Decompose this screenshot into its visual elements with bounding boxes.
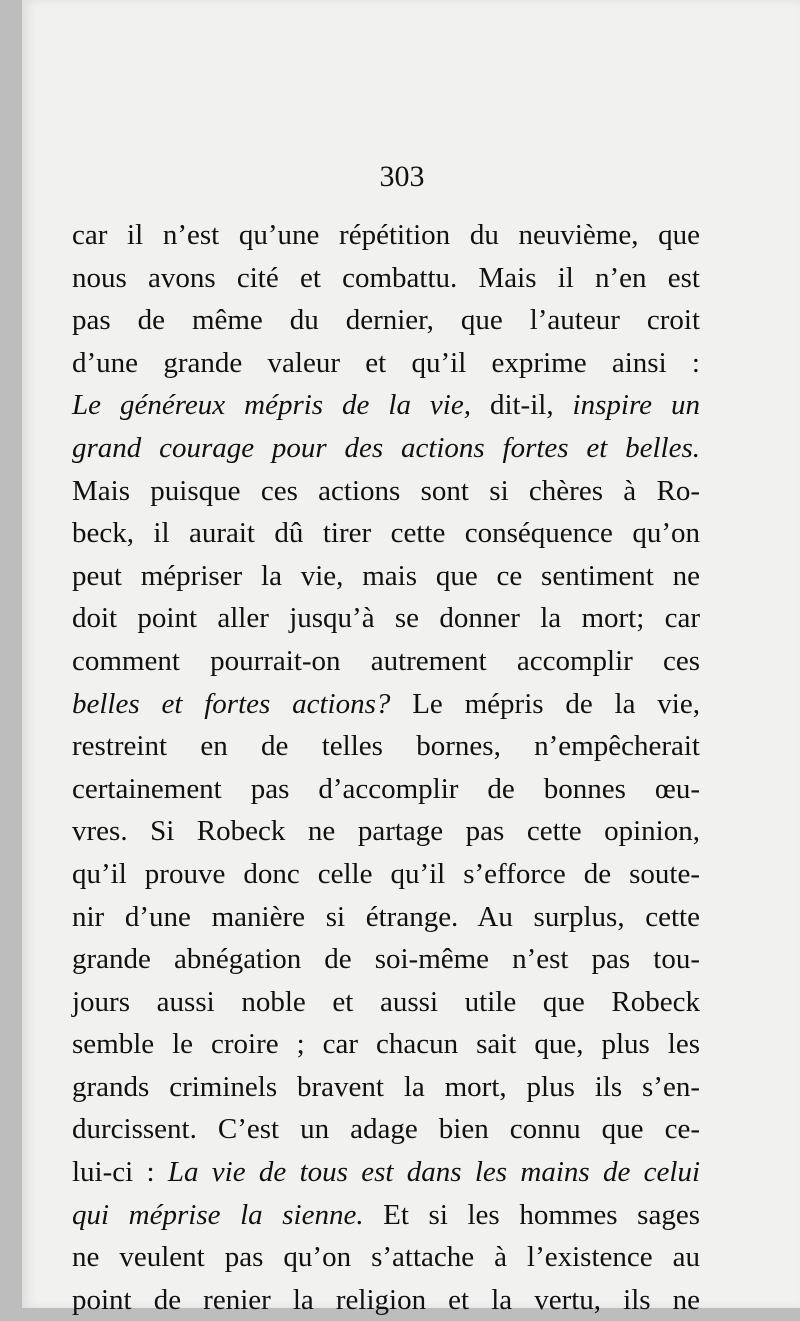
text-line xyxy=(72,470,700,513)
text-segment: nous avons cité et combattu. Mais il n’en est xyxy=(72,261,700,294)
text-segment: vres. Si Robeck ne partage pas cette opinion, xyxy=(72,815,700,848)
text-segment: ne veulent pas qu’on s’attache à l’existence au xyxy=(72,1241,700,1274)
page-number: 303 xyxy=(379,160,425,193)
text-segment: Mais puisque ces actions sont si chères à Ro- xyxy=(72,474,700,507)
text-line xyxy=(72,683,700,726)
text-segment: semble le croire ; car chacun sait que, plus les xyxy=(72,1028,700,1061)
text-segment: grande abnégation de soi-même n’est pas tou- xyxy=(72,943,700,976)
text-line xyxy=(72,299,700,342)
text-line xyxy=(72,725,700,768)
text-line xyxy=(72,1194,700,1237)
text-line xyxy=(72,384,700,427)
text-line xyxy=(72,640,700,683)
text-segment: qu’il prouve donc celle qu’il s’efforce de soute- xyxy=(72,857,700,890)
italic-text: grand courage pour des actions fortes et belles. xyxy=(72,431,700,464)
text-line xyxy=(72,896,700,939)
text-segment: durcissent. C’est un adage bien connu que ce- xyxy=(72,1113,700,1146)
text-line xyxy=(72,512,700,555)
text-line xyxy=(72,427,700,470)
text-segment: beck, il aurait dû tirer cette conséquence qu’on xyxy=(72,517,700,550)
book-page xyxy=(22,0,800,1316)
text-segment: lui-ci : xyxy=(72,1156,168,1189)
text-segment: restreint en de telles bornes, n’empêcherait xyxy=(72,730,700,763)
text-line xyxy=(72,981,700,1024)
text-line xyxy=(72,257,700,300)
text-line xyxy=(72,342,700,385)
text-segment: Et si les hommes sages xyxy=(363,1198,701,1231)
text-segment: peut mépriser la vie, mais que ce sentiment ne xyxy=(72,559,700,592)
text-segment: pas de même du dernier, que l’auteur croit xyxy=(72,304,700,337)
text-line xyxy=(72,1236,700,1279)
text-segment: grands criminels bravent la mort, plus ils s’en- xyxy=(72,1070,700,1103)
text-line xyxy=(72,1066,700,1109)
text-line xyxy=(72,1108,700,1151)
text-line xyxy=(72,810,700,853)
italic-text: qui méprise la sienne. xyxy=(72,1198,364,1231)
text-line xyxy=(72,597,700,640)
text-segment: comment pourrait-on autrement accomplir ces xyxy=(72,644,700,677)
text-segment: doit point aller jusqu’à se donner la mort; car xyxy=(72,602,700,635)
italic-text: inspire un xyxy=(572,389,700,422)
text-segment: certainement pas d’accomplir de bonnes œu- xyxy=(72,772,700,805)
text-line xyxy=(72,853,700,896)
text-segment: nir d’une manière si étrange. Au surplus, cette xyxy=(72,900,700,933)
text-segment: Le mépris de la vie, xyxy=(390,687,700,720)
text-line xyxy=(72,768,700,811)
text-segment: point de renier la religion et la vertu, ils ne xyxy=(72,1283,700,1316)
text-line xyxy=(72,1151,700,1194)
italic-text: belles et fortes actions? xyxy=(72,687,391,720)
text-segment: d’une grande valeur et qu’il exprime ainsi : xyxy=(72,346,700,379)
text-line xyxy=(72,214,700,257)
text-segment: dit-il, xyxy=(470,389,573,422)
text-line xyxy=(72,1279,700,1321)
text-segment: car il n’est qu’une répétition du neuvième, que xyxy=(72,219,700,251)
text-line xyxy=(72,938,700,981)
text-segment: jours aussi noble et aussi utile que Robeck xyxy=(72,985,700,1018)
text-line xyxy=(72,1023,700,1066)
text-line xyxy=(72,555,700,598)
italic-text: Le généreux mépris de la vie, xyxy=(72,389,471,422)
body-text xyxy=(72,214,700,1321)
italic-text: La vie de tous est dans les mains de celui xyxy=(167,1156,700,1189)
